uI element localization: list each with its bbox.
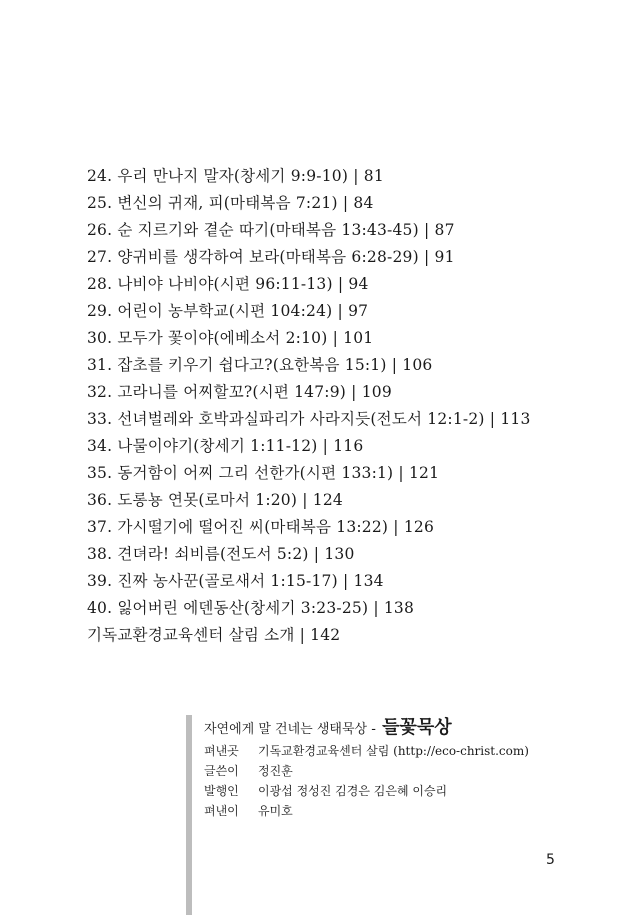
toc-entry: 34. 나물이야기(창세기 1:11-12) | 116 <box>87 437 364 455</box>
toc-entry: 26. 순 지르기와 곁순 따기(마태복음 13:43-45) | 87 <box>87 221 455 239</box>
toc-entry: 30. 모두가 꽃이야(에베소서 2:10) | 101 <box>87 329 374 347</box>
toc-entry: 25. 변신의 귀재, 피(마태복음 7:21) | 84 <box>87 194 374 212</box>
toc-entry: 27. 양귀비를 생각하여 보라(마태복음 6:28-29) | 91 <box>87 248 455 266</box>
toc-entry: 32. 고라니를 어찌할꼬?(시편 147:9) | 109 <box>87 383 392 401</box>
toc-entry: 기독교환경교육센터 살림 소개 | 142 <box>87 626 341 644</box>
toc-entry: 38. 견뎌라! 쇠비름(전도서 5:2) | 130 <box>87 545 355 563</box>
toc-entry: 39. 진짜 농사꾼(골로새서 1:15-17) | 134 <box>87 572 384 590</box>
toc-entry: 28. 나비야 나비야(시편 96:11-13) | 94 <box>87 275 369 293</box>
colophon-label: 발행인 <box>204 784 239 798</box>
toc-entry: 31. 잡초를 키우기 쉽다고?(요한복음 15:1) | 106 <box>87 356 433 374</box>
colophon-value: 이광섭 정성진 김경은 김은혜 이승리 <box>258 784 448 798</box>
colophon <box>186 715 566 915</box>
toc-entry: 35. 동거함이 어찌 그리 선한가(시편 133:1) | 121 <box>87 464 440 482</box>
page-number: 5 <box>546 852 555 868</box>
toc-entry: 33. 선녀벌레와 호박과실파리가 사라지듯(전도서 12:1-2) | 113 <box>87 410 531 428</box>
toc-entry: 36. 도롱뇽 연못(로마서 1:20) | 124 <box>87 491 343 509</box>
toc-entry: 29. 어린이 농부학교(시편 104:24) | 97 <box>87 302 369 320</box>
colophon-label: 펴낸이 <box>204 804 239 818</box>
colophon-row-author <box>204 761 566 781</box>
colophon-subtitle: 자연에게 말 건네는 생태묵상 - <box>204 722 376 737</box>
colophon-value: 기독교환경교육센터 살림 (http://eco-christ.com) <box>258 744 529 758</box>
table-of-contents <box>87 163 617 649</box>
colophon-label: 글쓴이 <box>204 764 239 778</box>
colophon-value: 정진훈 <box>258 764 293 778</box>
toc-entry: 40. 잃어버린 에덴동산(창세기 3:23-25) | 138 <box>87 599 415 617</box>
colophon-row-publisher <box>204 741 566 761</box>
toc-entry: 37. 가시떨기에 떨어진 씨(마태복음 13:22) | 126 <box>87 518 435 536</box>
colophon-title <box>204 715 566 741</box>
book-brand: 들꽃묵상 <box>382 717 452 738</box>
colophon-label: 펴낸곳 <box>204 744 239 758</box>
colophon-row-editor <box>204 801 566 821</box>
toc-entry: 24. 우리 만나지 말자(창세기 9:9-10) | 81 <box>87 167 384 185</box>
colophon-value: 유미호 <box>258 804 293 818</box>
colophon-row-issuer <box>204 781 566 801</box>
